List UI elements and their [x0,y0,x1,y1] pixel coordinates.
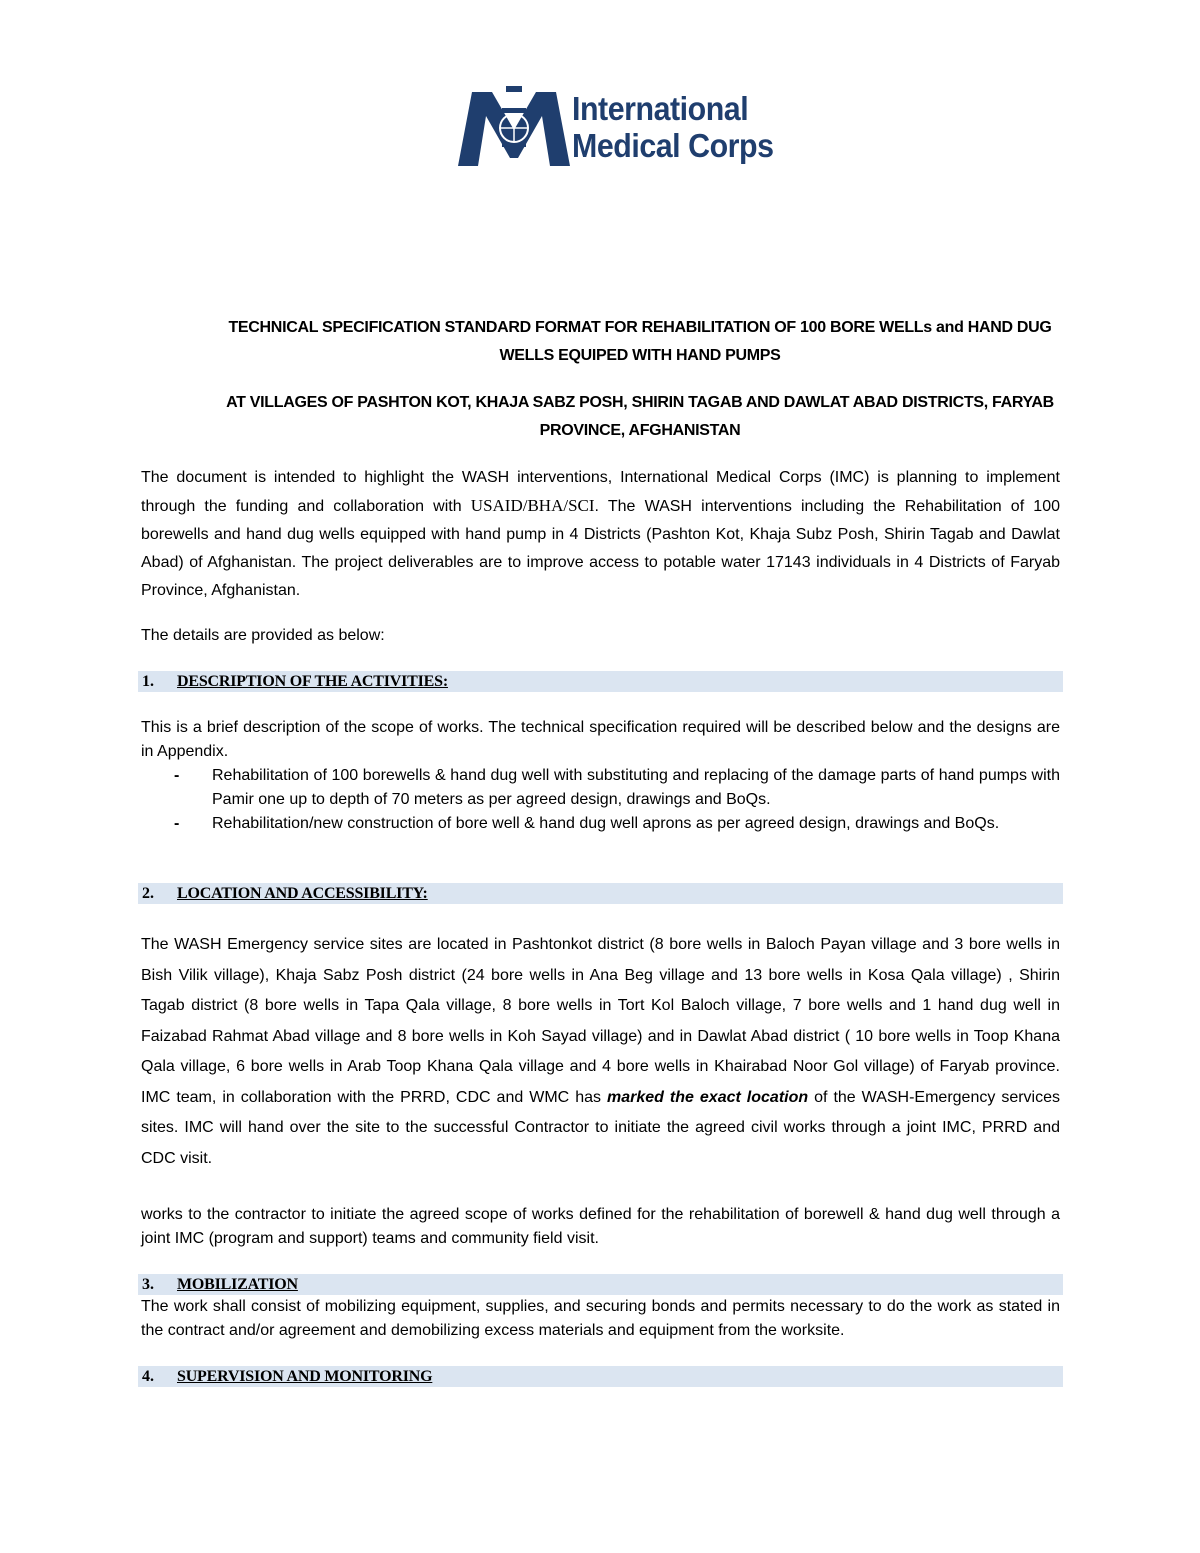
section-2-text [141,930,1060,1174]
title-line-2: WELLS EQUIPED WITH HAND PUMPS [499,347,781,364]
bullet-text: Rehabilitation/new construction of bore well & hand dug well aprons as per agreed design, drawings and BoQs. [212,815,1000,832]
list-item [141,812,1060,836]
section-number: 1. [142,673,154,690]
section-title: MOBILIZATION [177,1276,298,1293]
section-2-emphasis: marked the exact location [607,1088,809,1106]
logo-wordmark [572,90,774,164]
document-title [140,314,1140,370]
bullet-dash: - [174,815,180,832]
section-1-heading [138,671,1063,692]
section-1-bullets [141,764,1060,836]
section-title: SUPERVISION AND MONITORING [177,1368,433,1385]
section-3-text: The work shall consist of mobilizing equipment, supplies, and securing bonds and permits necessary to do the work as stated in the contract and/or agreement and demobilizing excess materials and equipment from the worksite. [141,1298,1060,1339]
bullet-text: Rehabilitation of 100 borewells & hand dug well with substituting and replacing of the damage parts of hand pumps with Pamir one up to depth of 70 meters as per agreed design, drawings and BoQs. [212,767,1060,808]
logo-line-1: International [572,90,749,127]
section-2-text-part-1: The WASH Emergency service sites are located in Pashtonkot district (8 bore wells in Baloch Payan village and 3 bore wells in Bish Vilik village), Khaja Sabz Posh district (24 bore wells in Ana Beg village and 13 bore wells in Kosa Qala village) , Shirin Tagab district (8 bore wells in Tapa Qala village, 8 bore wells in Tort Kol Baloch village, 7 bore wells and 1 hand dug well in Faizabad Rahmat Abad village and 8 bore wells in Koh Sayad village) and in Dawlat Abad district ( 10 bore wells in Toop Khana Qala village, 6 bore wells in Arab Toop Khana Qala village and 4 bore wells in Khairabad Noor Gol village) of Faryab province. IMC team, in collaboration with the PRRD, CDC and WMC has [141,936,1060,1106]
section-number: 2. [142,885,154,902]
section-4-heading [138,1366,1063,1387]
logo-line-2: Medical Corps [572,127,774,164]
title-line-4: PROVINCE, AFGHANISTAN [539,422,741,439]
section-2-extra-text: works to the contractor to initiate the agreed scope of works defined for the rehabilitation of borewell & hand dug well through a joint IMC (program and support) teams and community field visit. [141,1206,1060,1247]
section-title: LOCATION AND ACCESSIBILITY: [177,885,428,902]
bullet-dash: - [174,767,180,784]
intro-paragraph [141,464,1060,605]
document-subtitle [140,389,1140,445]
intro-text-part-1: The document is intended to highlight the WASH interventions, International Medical Corps (IMC) is planning to implement through the funding and collaboration with [141,469,1060,515]
list-item [141,764,1060,812]
section-title: DESCRIPTION OF THE ACTIVITIES: [177,673,448,690]
section-3-heading [138,1274,1063,1295]
intro-funder: USAID/BHA/SCI [470,496,595,515]
imc-logo [458,86,778,178]
title-line-1: TECHNICAL SPECIFICATION STANDARD FORMAT FOR REHABILITATION OF 100 BORE WELLs and HAND DUG [228,319,1052,336]
imc-emblem-icon [458,86,570,168]
section-2-text-part-2: of the WASH-Emergency services sites. IMC will hand over the site to the successful Contractor to initiate the agreed civil works through a joint IMC, PRRD and CDC visit. [141,1088,1061,1167]
section-number: 3. [142,1276,154,1293]
intro-text-part-2: . The WASH interventions including the Rehabilitation of 100 borewells and hand dug wells equipped with hand pump in 4 Districts (Pashton Kot, Khaja Subz Posh, Shirin Tagab and Dawlat Abad) of Afghanistan. The project deliverables are to improve access to potable water 17143 individuals in 4 Districts of Faryab Province, Afghanistan. [141,498,1061,599]
details-paragraph: The details are provided as below: [141,627,385,644]
section-2-heading [138,883,1063,904]
section-1-text: This is a brief description of the scope of works. The technical specification required will be described below and the designs are in Appendix. [141,719,1060,760]
title-line-3: AT VILLAGES OF PASHTON KOT, KHAJA SABZ POSH, SHIRIN TAGAB AND DAWLAT ABAD DISTRICTS, FARYAB [226,394,1054,411]
section-number: 4. [142,1368,154,1385]
